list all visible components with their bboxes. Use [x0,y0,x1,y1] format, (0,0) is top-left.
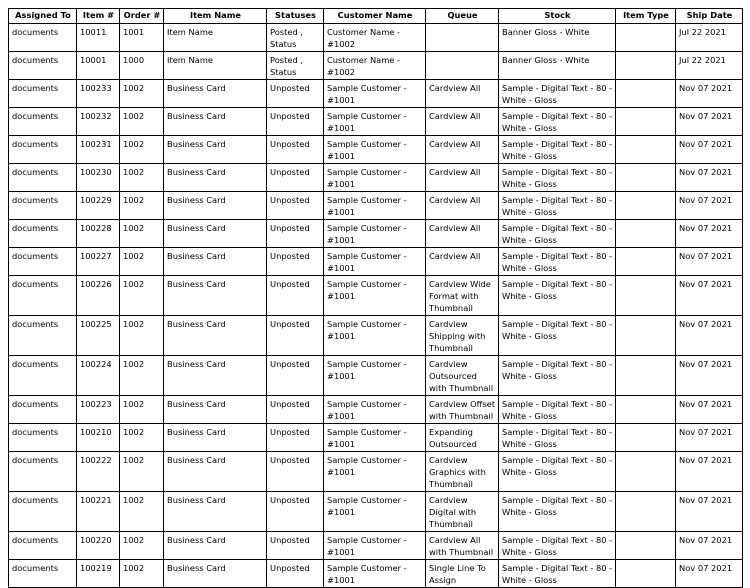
cell-queue: Single Line To Assign [426,560,499,588]
cell-ship-date: Nov 07 2021 [676,532,743,560]
cell-status: Unposted [267,316,324,356]
cell-queue: Expanding Outsourced [426,424,499,452]
table-row[interactable] [9,276,743,316]
cell-item-type [616,356,676,396]
cell-item-number: 100219 [77,560,120,588]
cell-stock: Sample - Digital Text - 80 - White - Gloss [499,248,616,276]
table-row[interactable] [9,136,743,164]
cell-customer-name: Sample Customer - #1001 [324,316,426,356]
cell-ship-date: Nov 07 2021 [676,452,743,492]
cell-stock: Sample - Digital Text - 80 - White - Gloss [499,396,616,424]
cell-queue: Cardview Offset with Thumbnail [426,396,499,424]
table-row[interactable] [9,356,743,396]
cell-item-name: Business Card [164,424,267,452]
cell-order-number: 1002 [120,80,164,108]
cell-status: Unposted [267,276,324,316]
cell-status: Unposted [267,424,324,452]
cell-customer-name: Sample Customer - #1001 [324,248,426,276]
cell-ship-date: Nov 07 2021 [676,108,743,136]
table-row[interactable] [9,248,743,276]
cell-item-number: 100231 [77,136,120,164]
cell-customer-name: Sample Customer - #1001 [324,560,426,588]
cell-item-name: Business Card [164,356,267,396]
cell-order-number: 1002 [120,532,164,560]
cell-status: Unposted [267,164,324,192]
cell-item-name: Business Card [164,248,267,276]
cell-ship-date: Nov 07 2021 [676,276,743,316]
cell-assigned-to: documents [9,492,77,532]
table-row[interactable] [9,560,743,588]
cell-status: Unposted [267,396,324,424]
cell-item-name: Business Card [164,396,267,424]
cell-status: Unposted [267,356,324,396]
cell-customer-name: Sample Customer - #1001 [324,192,426,220]
cell-stock: Sample - Digital Text - 80 - White - Gloss [499,424,616,452]
header-assigned-to[interactable]: Assigned To [9,9,77,24]
header-stock[interactable]: Stock [499,9,616,24]
cell-item-number: 100221 [77,492,120,532]
cell-stock: Sample - Digital Text - 80 - White - Gloss [499,192,616,220]
cell-stock: Sample - Digital Text - 80 - White - Gloss [499,560,616,588]
table-row[interactable] [9,80,743,108]
cell-ship-date: Jul 22 2021 [676,24,743,52]
cell-customer-name: Sample Customer - #1001 [324,452,426,492]
cell-item-type [616,192,676,220]
cell-assigned-to: documents [9,396,77,424]
cell-ship-date: Nov 07 2021 [676,220,743,248]
table-row[interactable] [9,424,743,452]
cell-queue: Cardview All with Thumbnail [426,532,499,560]
table-row[interactable] [9,108,743,136]
cell-item-number: 100220 [77,532,120,560]
cell-ship-date: Nov 07 2021 [676,164,743,192]
cell-item-name: Business Card [164,452,267,492]
cell-item-type [616,136,676,164]
cell-item-type [616,276,676,316]
cell-item-number: 100226 [77,276,120,316]
cell-assigned-to: documents [9,52,77,80]
cell-status: Unposted [267,220,324,248]
cell-assigned-to: documents [9,356,77,396]
cell-customer-name: Customer Name - #1002 [324,52,426,80]
cell-item-name: Business Card [164,276,267,316]
header-statuses[interactable]: Statuses [267,9,324,24]
cell-stock: Sample - Digital Text - 80 - White - Gloss [499,220,616,248]
cell-item-number: 100228 [77,220,120,248]
items-table [8,8,743,588]
table-row[interactable] [9,396,743,424]
cell-ship-date: Nov 07 2021 [676,248,743,276]
cell-order-number: 1002 [120,248,164,276]
cell-ship-date: Jul 22 2021 [676,52,743,80]
cell-item-type [616,452,676,492]
table-row[interactable] [9,192,743,220]
cell-order-number: 1002 [120,424,164,452]
header-customer-name[interactable]: Customer Name [324,9,426,24]
cell-item-number: 100222 [77,452,120,492]
cell-status: Unposted [267,452,324,492]
table-row[interactable] [9,220,743,248]
cell-stock: Sample - Digital Text - 80 - White - Gloss [499,108,616,136]
report-container [8,8,743,588]
cell-assigned-to: documents [9,80,77,108]
cell-customer-name: Sample Customer - #1001 [324,492,426,532]
cell-stock: Sample - Digital Text - 80 - White - Gloss [499,276,616,316]
cell-item-number: 10011 [77,24,120,52]
cell-item-type [616,492,676,532]
cell-assigned-to: documents [9,316,77,356]
cell-item-number: 100227 [77,248,120,276]
cell-order-number: 1002 [120,492,164,532]
cell-stock: Sample - Digital Text - 80 - White - Gloss [499,136,616,164]
cell-item-type [616,532,676,560]
cell-order-number: 1002 [120,396,164,424]
cell-queue: Cardview All [426,220,499,248]
cell-stock: Sample - Digital Text - 80 - White - Gloss [499,356,616,396]
cell-queue: Cardview All [426,80,499,108]
cell-ship-date: Nov 07 2021 [676,560,743,588]
table-header-row [9,9,743,24]
cell-item-number: 100232 [77,108,120,136]
cell-ship-date: Nov 07 2021 [676,316,743,356]
cell-order-number: 1002 [120,452,164,492]
cell-queue [426,52,499,80]
cell-stock: Sample - Digital Text - 80 - White - Gloss [499,316,616,356]
cell-ship-date: Nov 07 2021 [676,136,743,164]
cell-queue: Cardview Outsourced with Thumbnail [426,356,499,396]
cell-ship-date: Nov 07 2021 [676,80,743,108]
table-body [9,24,743,588]
table-row[interactable] [9,316,743,356]
cell-status: Unposted [267,192,324,220]
cell-order-number: 1002 [120,356,164,396]
table-row[interactable] [9,164,743,192]
table-row[interactable] [9,532,743,560]
cell-queue: Cardview Digital with Thumbnail [426,492,499,532]
cell-customer-name: Sample Customer - #1001 [324,108,426,136]
header-order-number[interactable]: Order # [120,9,164,24]
cell-item-name: Business Card [164,220,267,248]
cell-item-name: Item Name [164,52,267,80]
header-item-type[interactable]: Item Type [616,9,676,24]
cell-customer-name: Sample Customer - #1001 [324,220,426,248]
cell-assigned-to: documents [9,220,77,248]
cell-stock: Banner Gloss - White [499,24,616,52]
cell-customer-name: Sample Customer - #1001 [324,136,426,164]
cell-assigned-to: documents [9,164,77,192]
cell-item-name: Business Card [164,108,267,136]
cell-stock: Sample - Digital Text - 80 - White - Gloss [499,80,616,108]
cell-item-name: Item Name [164,24,267,52]
cell-item-number: 100224 [77,356,120,396]
cell-stock: Sample - Digital Text - 80 - White - Gloss [499,532,616,560]
cell-item-name: Business Card [164,560,267,588]
cell-status: Unposted [267,248,324,276]
cell-item-type [616,220,676,248]
cell-item-type [616,52,676,80]
cell-stock: Banner Gloss - White [499,52,616,80]
cell-item-type [616,108,676,136]
cell-assigned-to: documents [9,108,77,136]
cell-customer-name: Sample Customer - #1001 [324,356,426,396]
header-item-number[interactable]: Item # [77,9,120,24]
cell-status: Unposted [267,80,324,108]
cell-item-type [616,24,676,52]
cell-ship-date: Nov 07 2021 [676,396,743,424]
cell-order-number: 1002 [120,316,164,356]
cell-item-number: 100230 [77,164,120,192]
cell-order-number: 1002 [120,164,164,192]
cell-stock: Sample - Digital Text - 80 - White - Gloss [499,452,616,492]
cell-queue: Cardview All [426,164,499,192]
cell-status: Unposted [267,136,324,164]
cell-item-name: Business Card [164,532,267,560]
cell-item-type [616,316,676,356]
cell-order-number: 1002 [120,220,164,248]
cell-item-number: 100210 [77,424,120,452]
cell-item-type [616,164,676,192]
cell-item-type [616,80,676,108]
cell-ship-date: Nov 07 2021 [676,492,743,532]
cell-item-name: Business Card [164,492,267,532]
cell-customer-name: Sample Customer - #1001 [324,164,426,192]
cell-status: Unposted [267,532,324,560]
cell-order-number: 1002 [120,136,164,164]
cell-order-number: 1002 [120,276,164,316]
cell-assigned-to: documents [9,192,77,220]
cell-assigned-to: documents [9,276,77,316]
cell-queue: Cardview All [426,108,499,136]
cell-ship-date: Nov 07 2021 [676,356,743,396]
cell-queue: Cardview Shipping with Thumbnail [426,316,499,356]
cell-queue: Cardview All [426,136,499,164]
cell-assigned-to: documents [9,560,77,588]
cell-status: Unposted [267,108,324,136]
cell-status: Posted , Status [267,24,324,52]
cell-item-type [616,396,676,424]
cell-item-name: Business Card [164,80,267,108]
cell-order-number: 1001 [120,24,164,52]
cell-item-type [616,424,676,452]
cell-customer-name: Sample Customer - #1001 [324,80,426,108]
cell-queue: Cardview Wide Format with Thumbnail [426,276,499,316]
table-row[interactable] [9,24,743,52]
cell-stock: Sample - Digital Text - 80 - White - Gloss [499,492,616,532]
cell-order-number: 1002 [120,108,164,136]
cell-ship-date: Nov 07 2021 [676,424,743,452]
cell-item-number: 100223 [77,396,120,424]
cell-assigned-to: documents [9,136,77,164]
header-ship-date[interactable]: Ship Date [676,9,743,24]
cell-stock: Sample - Digital Text - 80 - White - Gloss [499,164,616,192]
cell-item-name: Business Card [164,164,267,192]
cell-ship-date: Nov 07 2021 [676,192,743,220]
cell-queue: Cardview All [426,192,499,220]
cell-item-number: 100225 [77,316,120,356]
cell-assigned-to: documents [9,452,77,492]
cell-customer-name: Customer Name - #1002 [324,24,426,52]
cell-order-number: 1002 [120,192,164,220]
cell-status: Unposted [267,492,324,532]
cell-item-number: 10001 [77,52,120,80]
cell-queue: Cardview All [426,248,499,276]
cell-customer-name: Sample Customer - #1001 [324,396,426,424]
cell-queue [426,24,499,52]
header-queue[interactable]: Queue [426,9,499,24]
cell-item-type [616,248,676,276]
cell-customer-name: Sample Customer - #1001 [324,532,426,560]
table-row[interactable] [9,492,743,532]
cell-customer-name: Sample Customer - #1001 [324,424,426,452]
table-row[interactable] [9,52,743,80]
cell-item-number: 100233 [77,80,120,108]
cell-customer-name: Sample Customer - #1001 [324,276,426,316]
cell-assigned-to: documents [9,424,77,452]
cell-assigned-to: documents [9,248,77,276]
cell-assigned-to: documents [9,24,77,52]
cell-item-name: Business Card [164,192,267,220]
cell-assigned-to: documents [9,532,77,560]
cell-queue: Cardview Graphics with Thumbnail [426,452,499,492]
cell-item-name: Business Card [164,316,267,356]
cell-item-type [616,560,676,588]
cell-status: Unposted [267,560,324,588]
cell-item-number: 100229 [77,192,120,220]
table-row[interactable] [9,452,743,492]
cell-order-number: 1000 [120,52,164,80]
cell-status: Posted , Status [267,52,324,80]
header-item-name[interactable]: Item Name [164,9,267,24]
cell-item-name: Business Card [164,136,267,164]
cell-order-number: 1002 [120,560,164,588]
